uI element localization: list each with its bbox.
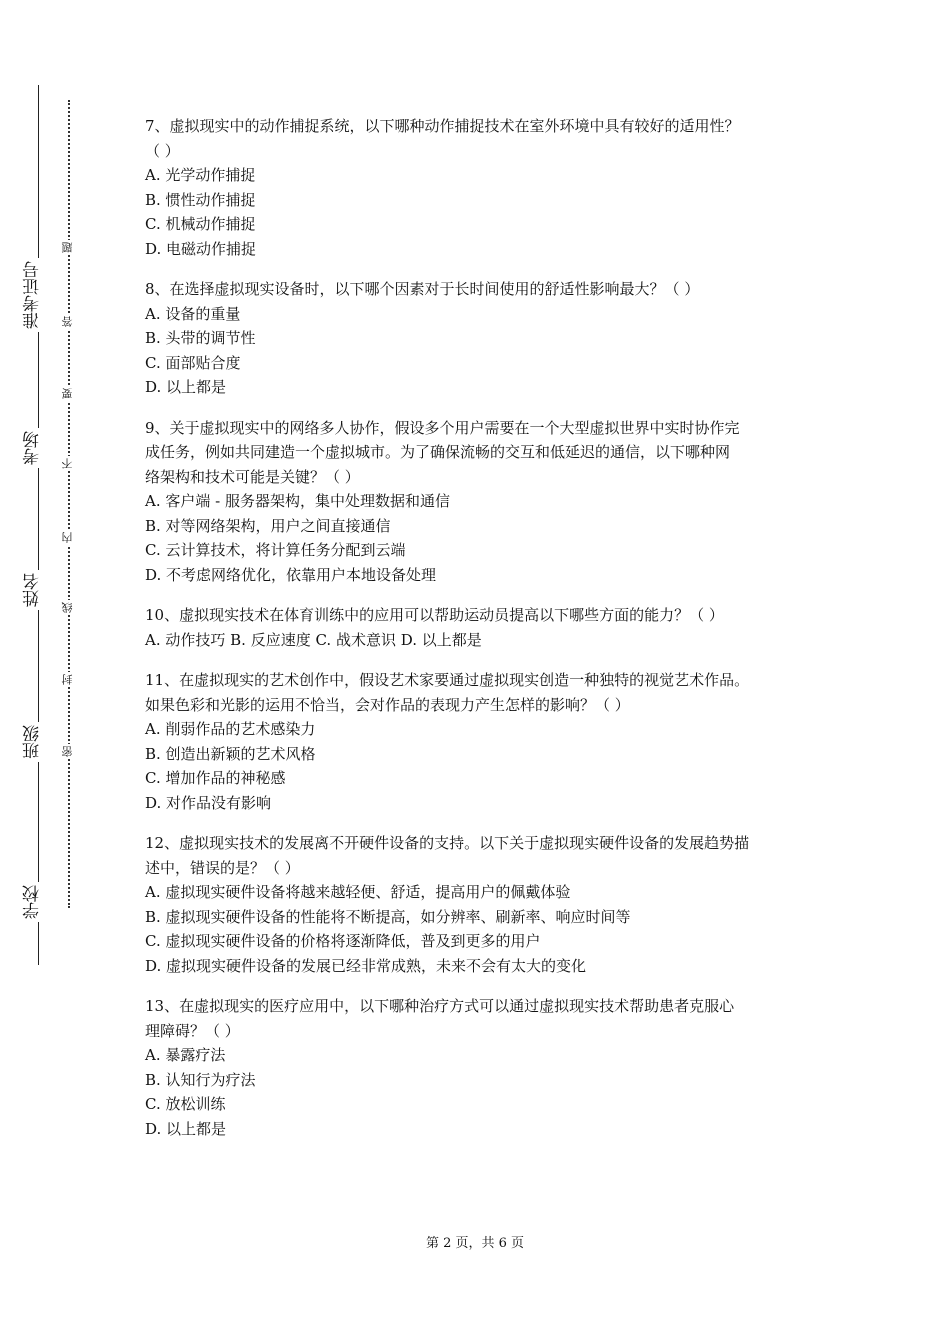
option-b: B. 惯性动作捕捉 [145, 190, 256, 209]
question-8 [145, 277, 815, 400]
option-a: A. 光学动作捕捉 [145, 166, 256, 184]
option-d: D. 电磁动作捕捉 [145, 239, 257, 258]
seal-char: 要 [61, 388, 74, 399]
option-a: A. 削弱作品的艺术感染力 [145, 720, 316, 738]
binding-dotted-line [68, 100, 70, 908]
option-b: B. 创造出新颖的艺术风格 [145, 744, 316, 763]
option-c: C. 面部贴合度 [145, 353, 241, 372]
option-a: A. 设备的重量 [145, 304, 241, 323]
option-b: B. 头带的调节性 [145, 329, 256, 347]
option-a: A. 暴露疗法 [145, 1046, 226, 1064]
option-d: D. 虚拟现实硬件设备的发展已经非常成熟，未来不会有太大的变化 [145, 956, 587, 975]
question-7 [145, 114, 815, 261]
seal-char: 题 [61, 242, 74, 253]
school-label: 学校 [20, 882, 56, 922]
option-c: C. 机械动作捕捉 [145, 215, 256, 233]
exam-room-label: 考场 [20, 428, 56, 468]
question-11 [145, 668, 815, 815]
seal-char: 封 [61, 674, 74, 685]
question-stem: 理障碍？（ ） [145, 1021, 240, 1040]
option-a: A. 客户端 - 服务器架构，集中处理数据和通信 [145, 492, 450, 510]
option-c: C. 虚拟现实硬件设备的价格将逐渐降低，普及到更多的用户 [145, 932, 541, 950]
name-label: 姓名 [20, 570, 56, 610]
option-d: D. 以上都是 [145, 378, 227, 396]
question-stem: 成任务，例如共同建造一个虚拟城市。为了确保流畅的交互和低延迟的通信，以下哪种网 [145, 443, 731, 461]
question-12 [145, 831, 815, 978]
option-c: C. 云计算技术，将计算任务分配到云端 [145, 541, 406, 559]
question-stem: 13、在虚拟现实的医疗应用中，以下哪种治疗方式可以通过虚拟现实技术帮助患者克服心 [145, 997, 735, 1015]
question-stem: 如果色彩和光影的运用不恰当，会对作品的表现力产生怎样的影响？（ ） [145, 695, 630, 714]
question-stem: 9、关于虚拟现实中的网络多人协作，假设多个用户需要在一个大型虚拟世界中实时协作完 [145, 418, 740, 437]
question-list [145, 114, 815, 1157]
exam-id-label: 准考证号 [20, 258, 56, 332]
seal-char: 内 [61, 532, 74, 543]
question-stem: 7、虚拟现实中的动作捕捉系统，以下哪种动作捕捉技术在室外环境中具有较好的适用性？ [145, 117, 740, 135]
option-b: B. 虚拟现实硬件设备的性能将不断提高，如分辨率、刷新率、响应时间等 [145, 907, 631, 926]
page-number: 第 2 页，共 6 页 [425, 1236, 525, 1251]
option-d: D. 不考虑网络优化，依靠用户本地设备处理 [145, 565, 437, 584]
seal-char: 密 [61, 746, 74, 757]
question-stem: 络架构和技术可能是关键？（ ） [145, 467, 360, 486]
option-d: D. 对作品没有影响 [145, 793, 272, 812]
binding-solid-line [38, 85, 39, 965]
option-d: D. 以上都是 [145, 1119, 227, 1138]
question-stem: 10、虚拟现实技术在体育训练中的应用可以帮助运动员提高以下哪些方面的能力？（ ） [145, 606, 724, 624]
class-label: 班级 [20, 722, 56, 762]
option-c: C. 增加作品的神秘感 [145, 769, 286, 787]
option-b: B. 认知行为疗法 [145, 1070, 256, 1089]
question-stem: 11、在虚拟现实的艺术创作中，假设艺术家要通过虚拟现实创造一种独特的视觉艺术作品。 [145, 671, 750, 689]
option-a: A. 虚拟现实硬件设备将越来越轻便、舒适，提高用户的佩戴体验 [145, 883, 571, 901]
seal-char: 线 [61, 602, 74, 613]
question-9 [145, 416, 815, 588]
binding-margin [0, 0, 90, 1344]
seal-char: 答 [61, 316, 74, 327]
question-stem: 8、在选择虚拟现实设备时，以下哪个因素对于长时间使用的舒适性影响最大？（ ） [145, 280, 700, 298]
question-stem: 12、虚拟现实技术的发展离不开硬件设备的支持。以下关于虚拟现实硬件设备的发展趋势描 [145, 834, 750, 852]
option-b: B. 对等网络架构，用户之间直接通信 [145, 516, 391, 535]
seal-char: 不 [61, 458, 74, 469]
question-stem: 述中，错误的是？（ ） [145, 858, 300, 877]
question-stem: （ ） [145, 141, 180, 160]
option-c: C. 放松训练 [145, 1095, 226, 1113]
options-inline: A. 动作技巧 B. 反应速度 C. 战术意识 D. 以上都是 [145, 630, 482, 649]
question-10 [145, 603, 815, 652]
question-13 [145, 994, 815, 1141]
